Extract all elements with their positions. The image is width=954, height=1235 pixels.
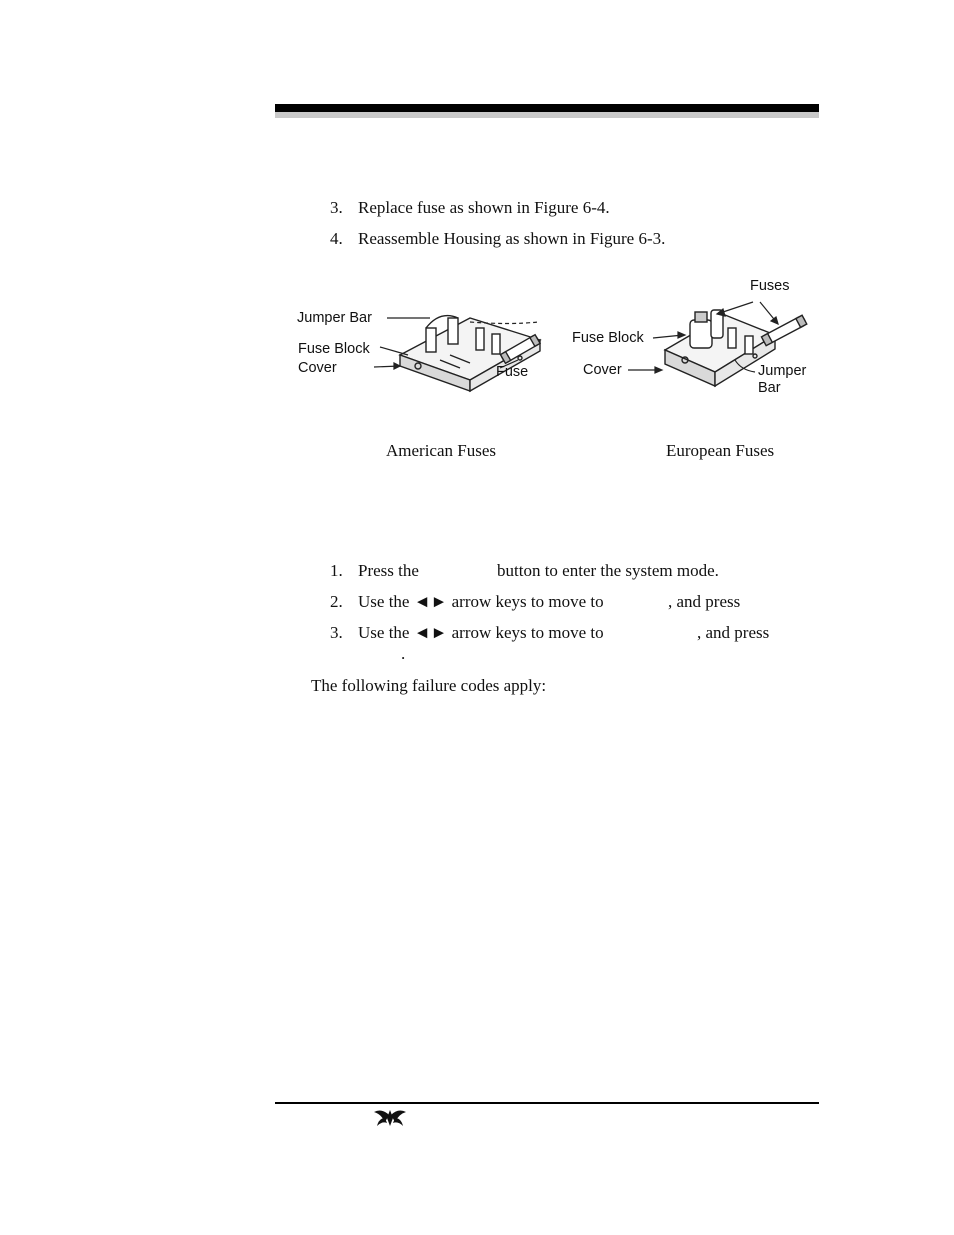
step-3b-text-end: , and press bbox=[697, 623, 770, 642]
step-4-number: 4. bbox=[330, 229, 343, 248]
step-3b-continuation: . bbox=[401, 644, 406, 663]
label-jumper-bar: Jumper Bar bbox=[297, 310, 372, 326]
footer-rule bbox=[275, 1102, 819, 1104]
header-shade-rule bbox=[275, 112, 819, 118]
step-1-number: 1. bbox=[330, 561, 343, 580]
step-4-text: Reassemble Housing as shown in Figure 6-3. bbox=[358, 229, 666, 248]
label-fuse-block-american: Fuse Block bbox=[298, 341, 370, 357]
caption-american-fuses: American Fuses bbox=[386, 441, 497, 460]
step-3b-text-start: Use the ◄► arrow keys to move to bbox=[358, 623, 604, 642]
step-2-text-start: Use the ◄► arrow keys to move to bbox=[358, 592, 604, 611]
label-cover-american: Cover bbox=[298, 360, 337, 376]
label-fuse-block-european: Fuse Block bbox=[572, 330, 644, 346]
label-fuses: Fuses bbox=[750, 278, 790, 294]
step-1-text-end: button to enter the system mode. bbox=[497, 561, 719, 580]
step-3-text: Replace fuse as shown in Figure 6-4. bbox=[358, 198, 610, 217]
step-2-number: 2. bbox=[330, 592, 343, 611]
step-1-text-start: Press the bbox=[358, 561, 419, 580]
header-rule bbox=[275, 104, 819, 112]
label-cover-european: Cover bbox=[583, 362, 622, 378]
step-3-number: 3. bbox=[330, 198, 343, 217]
failure-codes-intro: The following failure codes apply: bbox=[311, 676, 547, 695]
label-fuse: Fuse bbox=[496, 364, 529, 380]
label-bar: Bar bbox=[758, 380, 781, 396]
caption-european-fuses: European Fuses bbox=[666, 441, 775, 460]
label-jumper: Jumper bbox=[758, 363, 807, 379]
step-2-text-end: , and press bbox=[668, 592, 741, 611]
step-3b-number: 3. bbox=[330, 623, 343, 642]
teledyne-logo-icon bbox=[372, 1106, 408, 1130]
